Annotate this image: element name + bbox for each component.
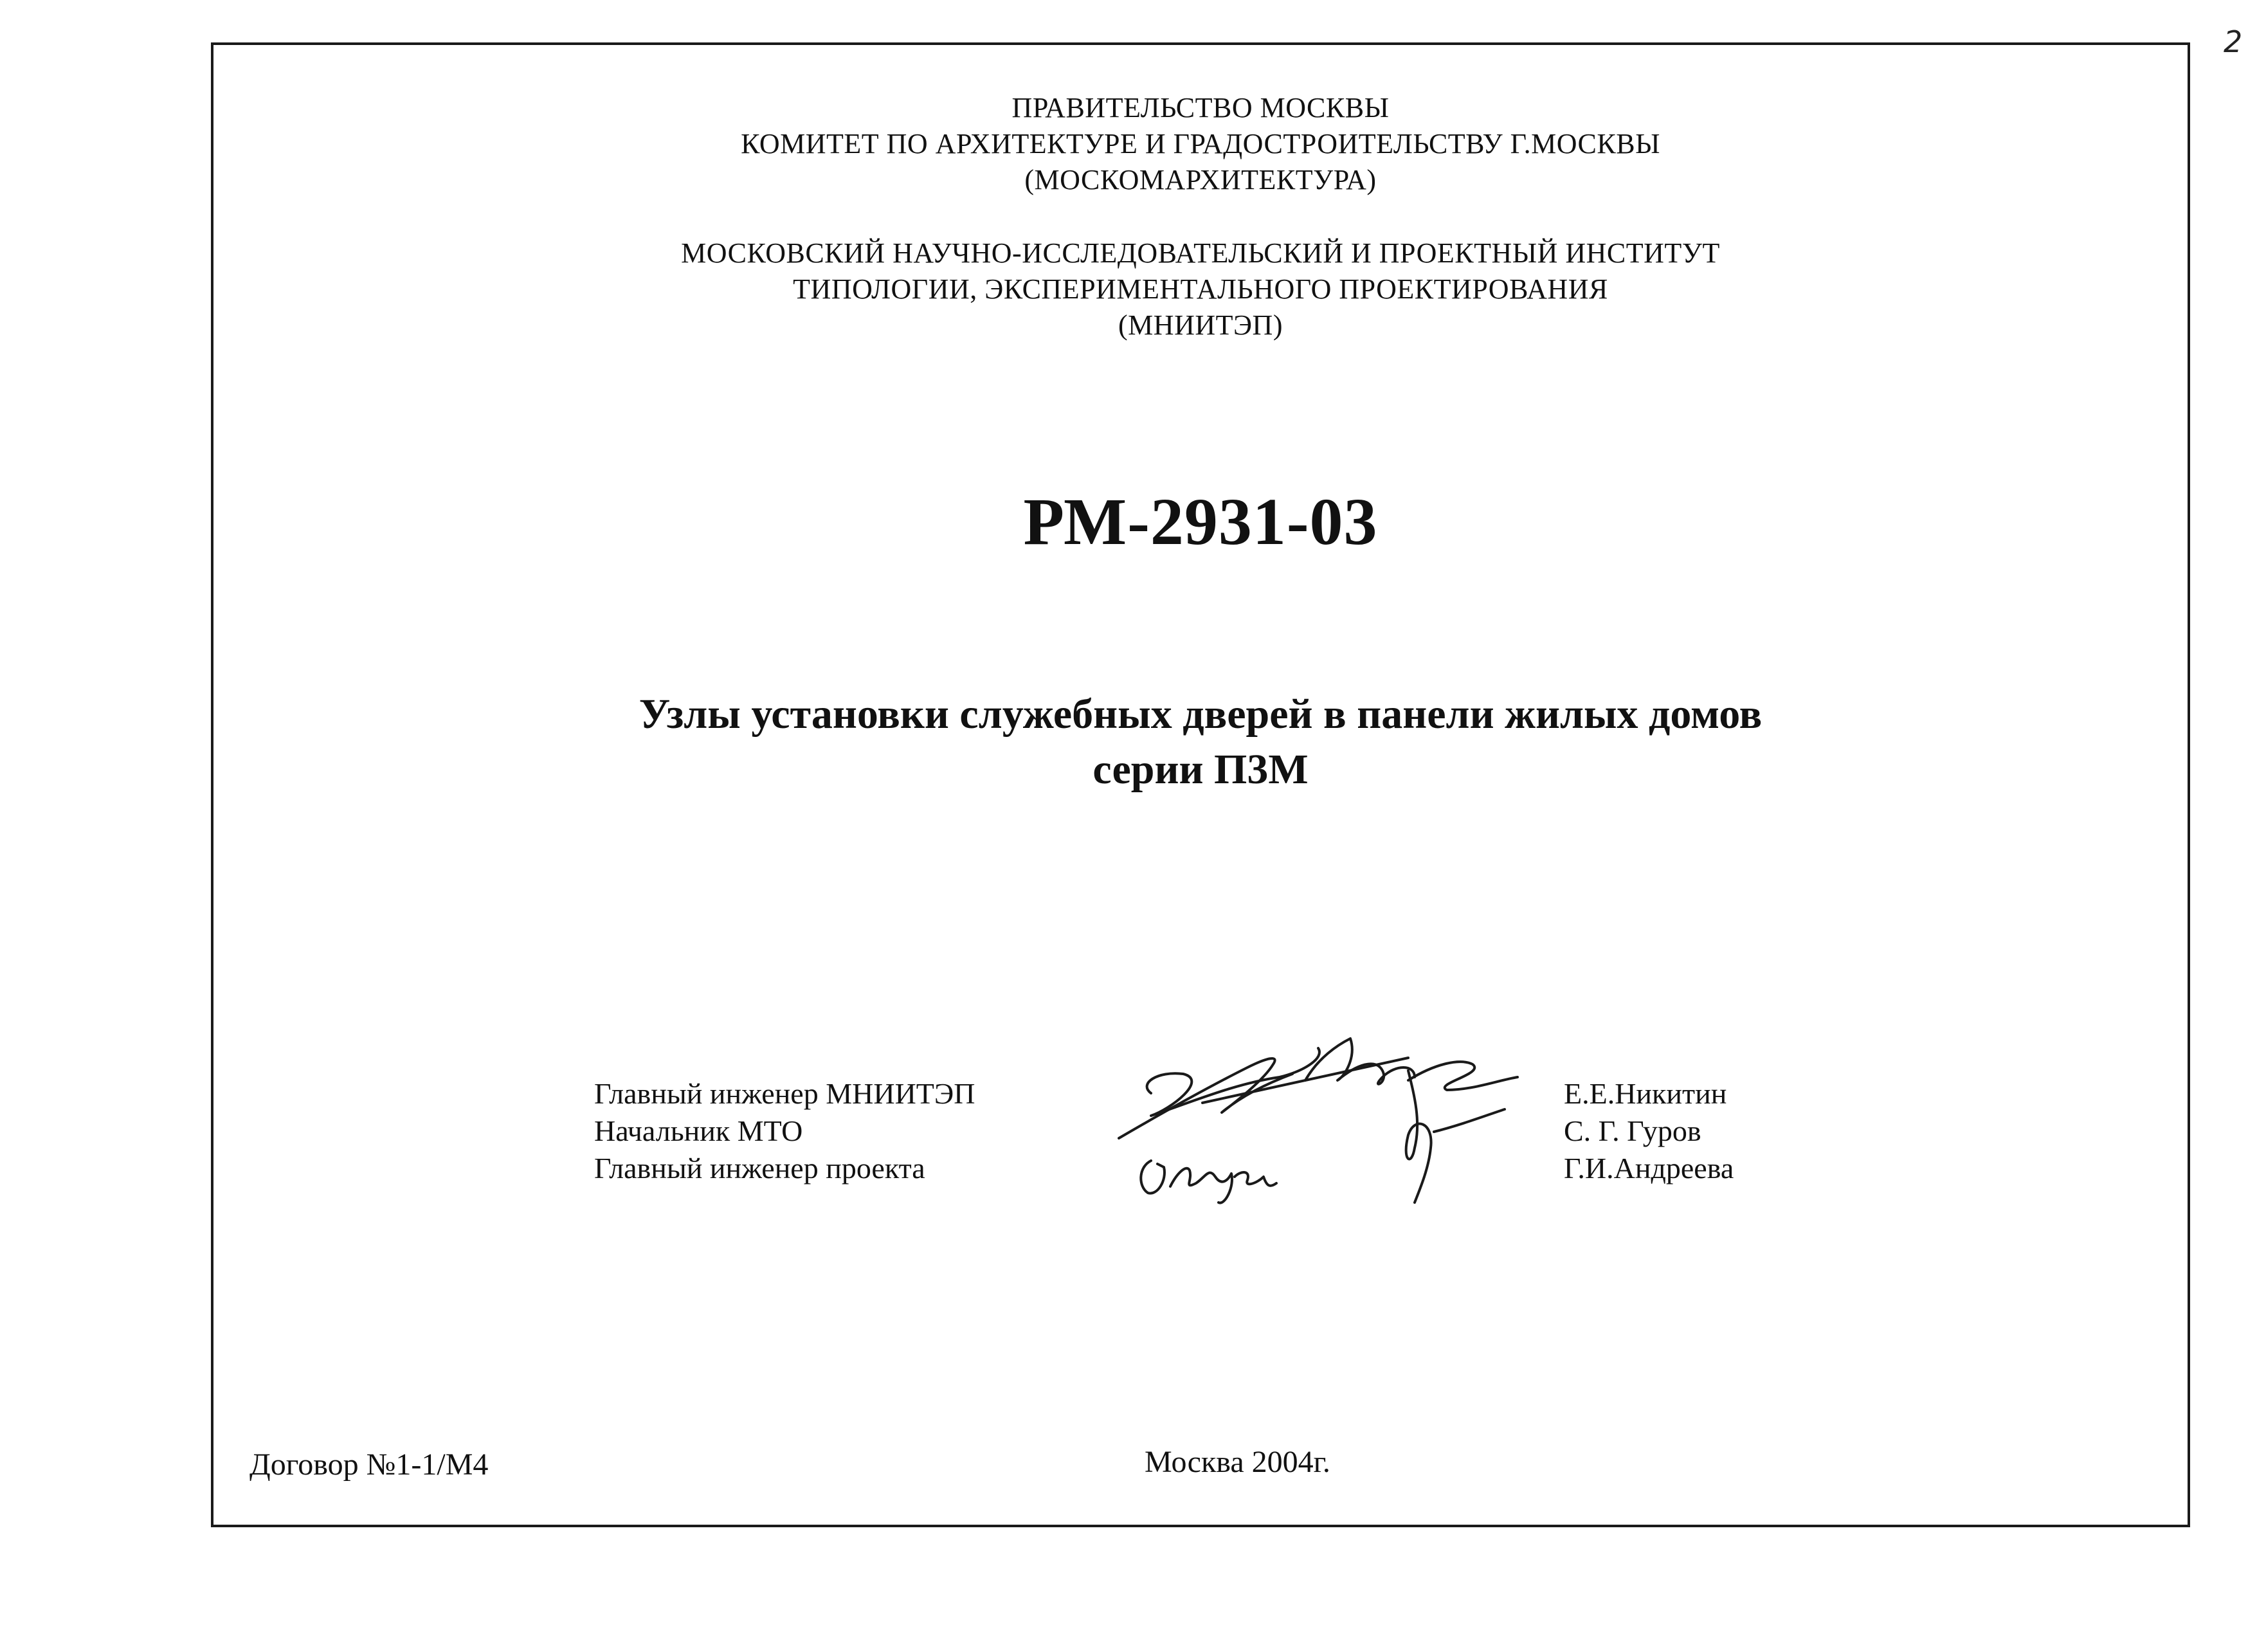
ministry-header [211, 90, 2190, 198]
contract-number: Договор №1-1/М4 [249, 1448, 489, 1482]
ministry-line-3: (МОСКОМАРХИТЕКТУРА) [1024, 164, 1377, 195]
signatory-roles [594, 1075, 975, 1187]
handwritten-signatures [1112, 1019, 1550, 1212]
role-chief-engineer: Главный инженер МНИИТЭП [594, 1077, 975, 1110]
name-andreeva: Г.И.Андреева [1564, 1152, 1734, 1185]
signature-nikitin-stroke-1 [1119, 1058, 1292, 1138]
signature-nikitin-stroke-5 [1408, 1062, 1518, 1090]
institute-line-1: МОСКОВСКИЙ НАУЧНО-ИССЛЕДОВАТЕЛЬСКИЙ И ПРОЕКТНЫЙ ИНСТИТУТ [681, 237, 1720, 269]
page-number: 2 [2224, 24, 2243, 59]
title-line-1: Узлы установки служебных дверей в панели жилых домов [639, 691, 1763, 738]
ministry-line-1: ПРАВИТЕЛЬСТВО МОСКВЫ [1011, 92, 1390, 123]
institute-header [211, 235, 2190, 343]
role-chief-project-engineer: Главный инженер проекта [594, 1152, 925, 1185]
signature-andreeva-stroke-1 [1141, 1161, 1165, 1194]
signatory-names [1564, 1075, 1734, 1187]
document-title [211, 687, 2190, 797]
signature-gurov-stroke-2 [1434, 1109, 1505, 1132]
signature-andreeva-stroke-2 [1170, 1168, 1232, 1203]
place-year: Москва 2004г. [1145, 1445, 1330, 1479]
document-code: РМ-2931-03 [1023, 485, 1378, 559]
signature-nikitin-stroke-4 [1202, 1058, 1408, 1103]
name-gurov: С. Г. Гуров [1564, 1114, 1701, 1147]
signature-gurov-stroke-1 [1406, 1071, 1431, 1203]
institute-line-2: ТИПОЛОГИИ, ЭКСПЕРИМЕНТАЛЬНОГО ПРОЕКТИРОВАНИЯ [793, 273, 1608, 305]
name-nikitin: Е.Е.Никитин [1564, 1077, 1727, 1110]
ministry-line-2: КОМИТЕТ ПО АРХИТЕКТУРЕ И ГРАДОСТРОИТЕЛЬСТВУ Г.МОСКВЫ [741, 128, 1660, 159]
title-line-2: серии П3М [1092, 746, 1309, 793]
institute-line-3: (МНИИТЭП) [1118, 309, 1283, 341]
signature-andreeva-stroke-3 [1235, 1172, 1276, 1186]
role-head-mto: Начальник МТО [594, 1114, 803, 1147]
